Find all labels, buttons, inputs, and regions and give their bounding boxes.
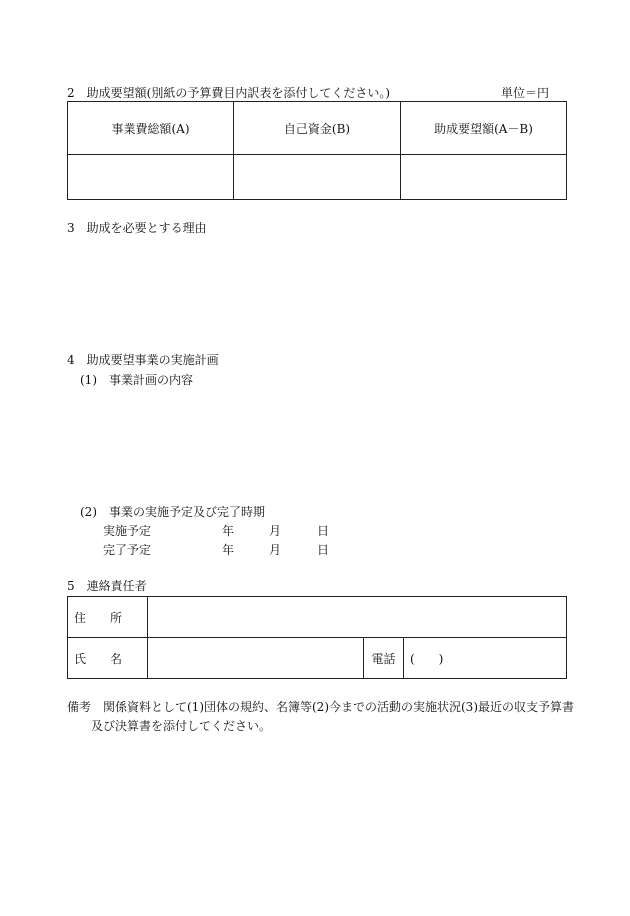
phone-label: 電話 [364, 638, 404, 679]
remarks-line2: 及び決算書を添付してください。 [91, 719, 272, 733]
requested-amount-cell[interactable] [401, 155, 567, 200]
schedule-end-month: 月 [269, 543, 282, 557]
col-requested-amount: 助成要望額(A－B) [401, 102, 567, 155]
section2-heading: 2 助成要望額(別紙の予算費目内訳表を添付してください。) [67, 86, 391, 100]
schedule-start-label: 実施予定 [103, 524, 152, 538]
schedule-end-day: 日 [317, 543, 330, 557]
name-label: 氏 名 [68, 638, 148, 679]
schedule-subheading: (2) 事業の実施予定及び完了時期 [80, 505, 265, 519]
section3-heading: 3 助成を必要とする理由 [67, 221, 207, 235]
schedule-start-year: 年 [222, 524, 235, 538]
schedule-end-label: 完了予定 [103, 543, 152, 557]
address-field[interactable] [148, 597, 567, 638]
plan-content-subheading: (1) 事業計画の内容 [80, 373, 193, 387]
name-row [68, 638, 567, 679]
phone-field[interactable]: ( ) [404, 638, 567, 679]
budget-table [67, 101, 567, 200]
contact-table [67, 596, 567, 679]
schedule-start-month: 月 [269, 524, 282, 538]
budget-value-row [68, 155, 567, 200]
schedule-end-year: 年 [222, 543, 235, 557]
section4-heading: 4 助成要望事業の実施計画 [67, 353, 219, 367]
address-label: 住 所 [68, 597, 148, 638]
reason-body[interactable] [80, 240, 560, 340]
remarks-line1: 備考 関係資料として(1)団体の規約、名簿等(2)今までの活動の実施状況(3)最近の収支予算書 [67, 700, 574, 714]
name-field[interactable] [148, 638, 364, 679]
address-row [68, 597, 567, 638]
unit-label: 単位＝円 [501, 86, 550, 100]
plan-content-body[interactable] [100, 392, 560, 492]
total-cost-cell[interactable] [68, 155, 234, 200]
budget-header-row [68, 102, 567, 155]
schedule-start-day: 日 [317, 524, 330, 538]
col-total-cost: 事業費総額(A) [68, 102, 234, 155]
own-funds-cell[interactable] [234, 155, 401, 200]
section5-heading: 5 連絡責任者 [67, 579, 147, 593]
col-own-funds: 自己資金(B) [234, 102, 401, 155]
